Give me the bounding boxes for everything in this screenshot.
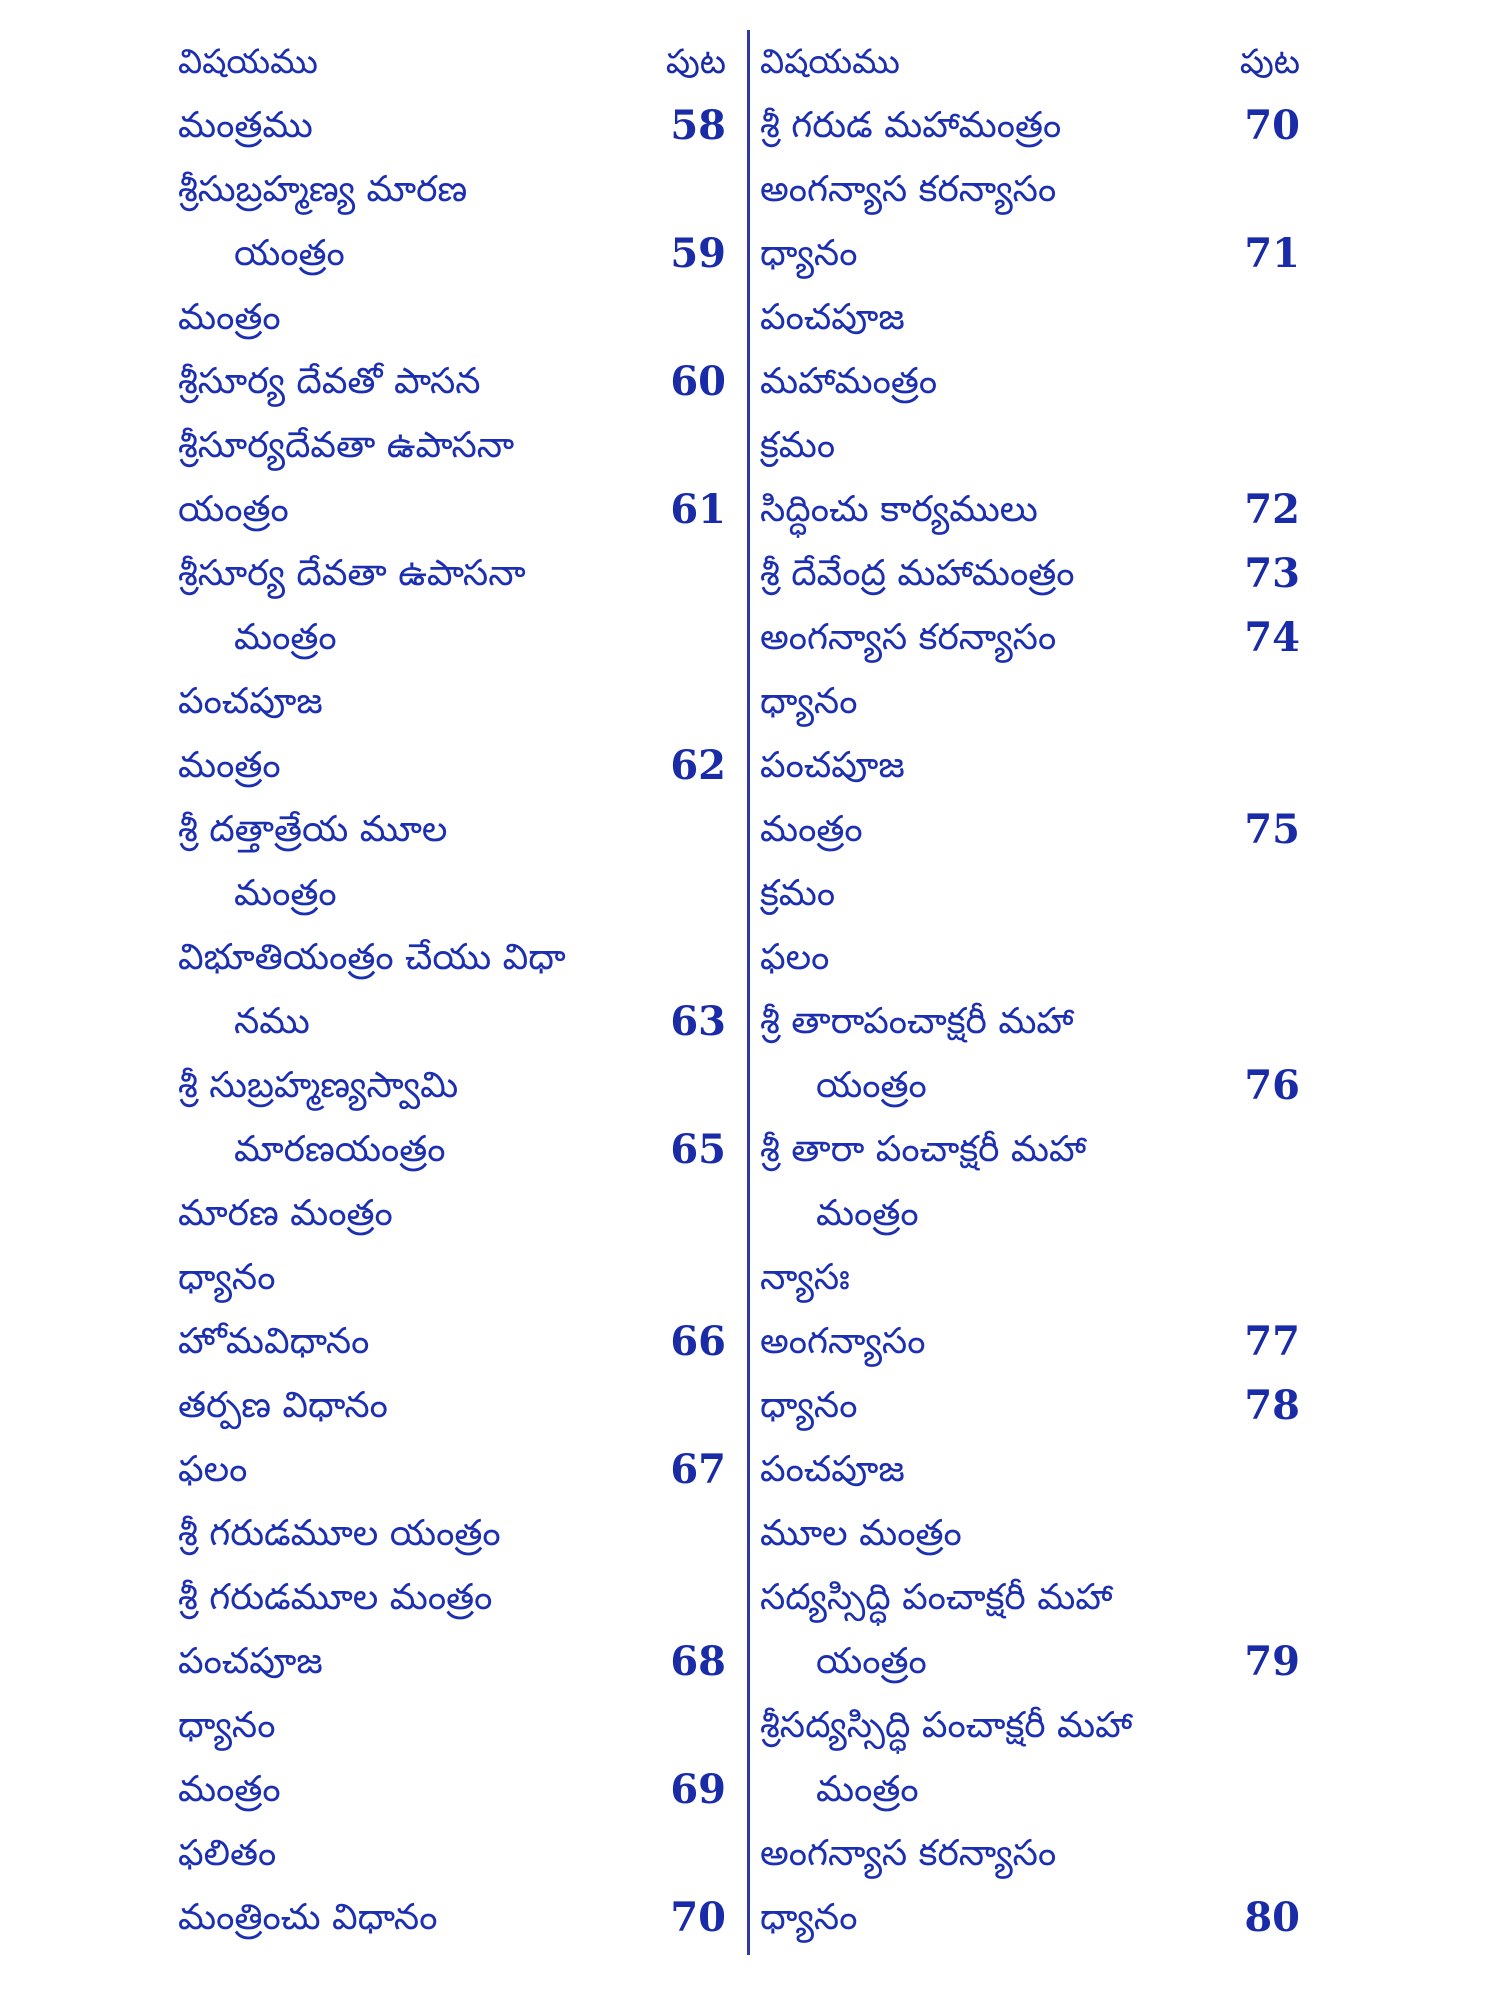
entry-title: క్రమం: [760, 425, 836, 466]
toc-entry: [178, 94, 738, 158]
toc-entry: [178, 1694, 738, 1758]
entry-title: ధ్యానం: [760, 1385, 858, 1426]
entry-page-number: 66: [670, 1318, 726, 1365]
page-header: పుట: [665, 42, 726, 82]
toc-entry: [760, 1054, 1340, 1118]
toc-entry: [760, 94, 1340, 158]
entry-title: ధ్యానం: [760, 233, 858, 274]
subject-header: విషయము: [760, 42, 900, 82]
entry-title: మంత్రించు విధానం: [178, 1897, 438, 1938]
toc-entry: [178, 1054, 738, 1118]
subject-header: విషయము: [178, 42, 318, 82]
toc-entry: [760, 734, 1340, 798]
toc-entry: [760, 606, 1340, 670]
entry-title: ధ్యానం: [178, 1257, 276, 1298]
entry-title: ఫలం: [760, 937, 830, 978]
toc-entry: [178, 1310, 738, 1374]
entry-title: మంత్రం: [178, 745, 281, 786]
entry-page-number: 58: [670, 102, 726, 149]
entry-page-number: 69: [670, 1766, 726, 1813]
entry-title: మారణయంత్రం: [234, 1129, 446, 1170]
entry-title: మారణ మంత్రం: [178, 1193, 393, 1234]
toc-entry: [178, 1758, 738, 1822]
toc-entry: [178, 222, 738, 286]
entry-page-number: 79: [1244, 1638, 1300, 1685]
toc-entry: [178, 1118, 738, 1182]
toc-entry: [178, 1182, 738, 1246]
entry-title: శ్రీసద్యస్సిద్ధి పంచాక్షరీ మహా: [760, 1705, 1133, 1746]
toc-entry: [178, 158, 738, 222]
entry-title: ధ్యానం: [760, 1897, 858, 1938]
toc-entry: [178, 1438, 738, 1502]
entry-title: మంత్రం: [234, 617, 337, 658]
entry-title: మంత్రం: [816, 1769, 919, 1810]
entry-title: మంత్రం: [178, 297, 281, 338]
toc-entry: [760, 222, 1340, 286]
toc-entry: [178, 286, 738, 350]
toc-entry: [760, 414, 1340, 478]
toc-entry: [760, 1118, 1340, 1182]
entry-title: ఫలం: [178, 1449, 248, 1490]
entry-title: పంచపూజ: [178, 681, 323, 722]
entry-title: పంచపూజ: [760, 745, 905, 786]
toc-entry: [178, 1630, 738, 1694]
entry-title: పంచపూజ: [760, 297, 905, 338]
toc-entry: [760, 1374, 1340, 1438]
toc-entry: [178, 862, 738, 926]
right-header-row: [760, 30, 1340, 94]
toc-entry: [760, 286, 1340, 350]
entry-title: అంగన్యాస కరన్యాసం: [760, 617, 1057, 658]
entry-title: శ్రీ గరుడమూల మంత్రం: [178, 1577, 493, 1618]
entry-title: మంత్రం: [760, 809, 863, 850]
entry-title: మూల మంత్రం: [760, 1513, 962, 1554]
entry-page-number: 70: [1244, 102, 1300, 149]
entry-title: శ్రీ సుబ్రహ్మణ్యస్వామి: [178, 1065, 459, 1106]
entry-page-number: 62: [670, 742, 726, 789]
toc-entry: [760, 1502, 1340, 1566]
entry-page-number: 59: [670, 230, 726, 277]
toc-entry: [760, 1310, 1340, 1374]
entry-title: యంత్రం: [816, 1065, 927, 1106]
entry-title: ఫలితం: [178, 1833, 277, 1874]
entry-page-number: 80: [1244, 1894, 1300, 1941]
toc-entry: [760, 1822, 1340, 1886]
toc-entry: [178, 1502, 738, 1566]
toc-entry: [178, 542, 738, 606]
entry-page-number: 63: [670, 998, 726, 1045]
entry-title: శ్రీసూర్యదేవతా ఉపాసనా: [178, 425, 515, 466]
entry-page-number: 74: [1244, 614, 1300, 661]
toc-entry: [178, 990, 738, 1054]
entry-title: మంత్రం: [234, 873, 337, 914]
entry-title: శ్రీ దేవేంద్ర మహామంత్రం: [760, 553, 1075, 594]
entry-title: అంగన్యాస కరన్యాసం: [760, 169, 1057, 210]
toc-entry: [760, 926, 1340, 990]
entry-title: యంత్రం: [816, 1641, 927, 1682]
left-entries: [178, 94, 738, 1950]
toc-entry: [760, 350, 1340, 414]
toc-entry: [760, 990, 1340, 1054]
entry-title: శ్రీ దత్తాత్రేయ మూల: [178, 809, 448, 850]
toc-entry: [760, 670, 1340, 734]
toc-entry: [178, 1886, 738, 1950]
entry-title: మంత్రం: [816, 1193, 919, 1234]
entry-title: పంచపూజ: [760, 1449, 905, 1490]
toc-entry: [760, 542, 1340, 606]
toc-entry: [178, 1566, 738, 1630]
entry-title: శ్రీసూర్య దేవతో పాసన: [178, 361, 481, 402]
toc-right-column: [760, 30, 1340, 1950]
entry-title: ధ్యానం: [178, 1705, 276, 1746]
entry-page-number: 67: [670, 1446, 726, 1493]
toc-entry: [760, 1566, 1340, 1630]
toc-entry: [760, 1246, 1340, 1310]
entry-page-number: 75: [1244, 806, 1300, 853]
toc-entry: [760, 1886, 1340, 1950]
entry-title: శ్రీ తారా పంచాక్షరీ మహా: [760, 1129, 1087, 1170]
entry-title: పంచపూజ: [178, 1641, 323, 1682]
page-header: పుట: [1239, 42, 1300, 82]
toc-entry: [760, 1758, 1340, 1822]
entry-title: శ్రీ తారాపంచాక్షరీ మహా: [760, 1001, 1074, 1042]
toc-entry: [178, 414, 738, 478]
toc-entry: [178, 734, 738, 798]
entry-title: అంగన్యాసం: [760, 1321, 926, 1362]
toc-entry: [760, 1630, 1340, 1694]
entry-title: శ్రీ గరుడమూల యంత్రం: [178, 1513, 501, 1554]
entry-page-number: 70: [670, 1894, 726, 1941]
toc-entry: [178, 1374, 738, 1438]
left-header-row: [178, 30, 738, 94]
entry-page-number: 76: [1244, 1062, 1300, 1109]
entry-title: శ్రీ గరుడ మహామంత్రం: [760, 105, 1062, 146]
entry-page-number: 60: [670, 358, 726, 405]
toc-entry: [178, 1822, 738, 1886]
entry-title: న్యాసః: [760, 1257, 850, 1298]
toc-left-column: [178, 30, 738, 1950]
entry-title: నము: [234, 1001, 310, 1042]
entry-title: యంత్రం: [234, 233, 345, 274]
toc-entry: [178, 670, 738, 734]
entry-page-number: 71: [1244, 230, 1300, 277]
toc-entry: [178, 926, 738, 990]
entry-title: తర్పణ విధానం: [178, 1385, 388, 1426]
entry-title: యంత్రం: [178, 489, 289, 530]
entry-title: ధ్యానం: [760, 681, 858, 722]
entry-title: హోమవిధానం: [178, 1321, 370, 1362]
entry-title: విభూతియంత్రం చేయు విధా: [178, 937, 566, 978]
entry-title: శ్రీసూర్య దేవతా ఉపాసనా: [178, 553, 526, 594]
entry-page-number: 73: [1244, 550, 1300, 597]
toc-entry: [178, 606, 738, 670]
toc-entry: [760, 158, 1340, 222]
entry-title: శ్రీసుబ్రహ్మణ్య మారణ: [178, 169, 468, 210]
entry-page-number: 77: [1244, 1318, 1300, 1365]
entry-title: క్రమం: [760, 873, 836, 914]
entry-title: మంత్రము: [178, 105, 313, 146]
toc-entry: [178, 798, 738, 862]
toc-entry: [178, 350, 738, 414]
entry-title: సద్యస్సిద్ధి పంచాక్షరీ మహా: [760, 1577, 1113, 1618]
entry-page-number: 78: [1244, 1382, 1300, 1429]
toc-entry: [178, 1246, 738, 1310]
entry-page-number: 72: [1244, 486, 1300, 533]
column-divider: [747, 30, 750, 1955]
toc-entry: [760, 862, 1340, 926]
entry-page-number: 65: [670, 1126, 726, 1173]
entry-page-number: 61: [670, 486, 726, 533]
toc-entry: [178, 478, 738, 542]
toc-entry: [760, 1694, 1340, 1758]
entry-title: మంత్రం: [178, 1769, 281, 1810]
entry-title: మహామంత్రం: [760, 361, 938, 402]
entry-page-number: 68: [670, 1638, 726, 1685]
entry-title: అంగన్యాస కరన్యాసం: [760, 1833, 1057, 1874]
toc-entry: [760, 1182, 1340, 1246]
entry-title: సిద్ధించు కార్యములు: [760, 489, 1038, 530]
toc-entry: [760, 478, 1340, 542]
toc-entry: [760, 798, 1340, 862]
toc-entry: [760, 1438, 1340, 1502]
right-entries: [760, 94, 1340, 1950]
